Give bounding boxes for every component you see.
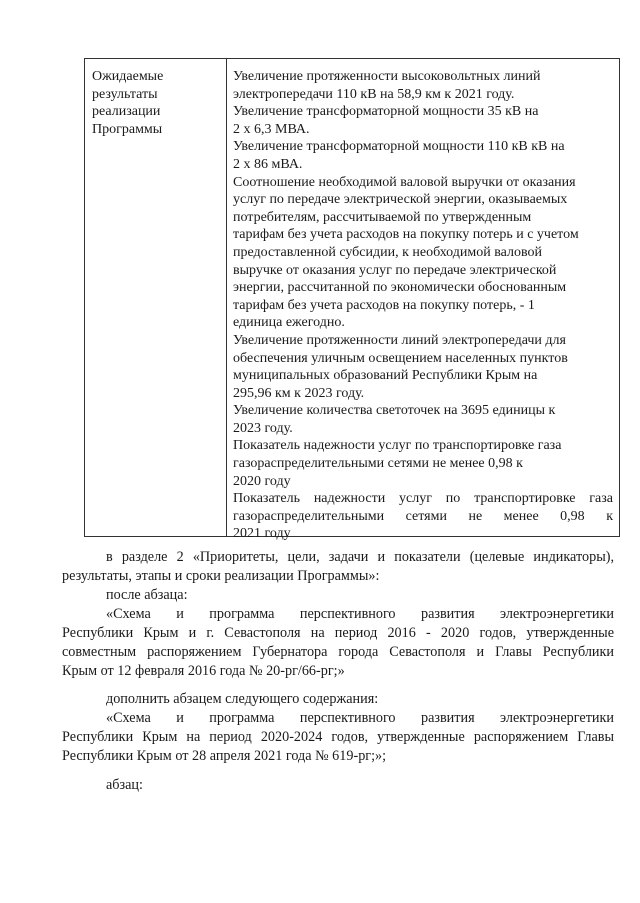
text-line: Республики Крым на период 2020-2024 годов, утвержденные распоряжением Главы — [62, 729, 614, 745]
paragraph-quote-new — [62, 709, 614, 766]
value-line: обеспечения уличным освещением населенных пунктов — [233, 350, 568, 366]
label-line: Ожидаемые — [92, 69, 164, 84]
value-line: услуг по передаче электрической энергии, оказываемых — [233, 192, 568, 208]
text-line: в разделе 2 «Приоритеты, цели, задачи и показатели (целевые индикаторы), — [106, 549, 614, 565]
value-line: 2 х 6,3 МВА. — [233, 121, 310, 137]
expected-results-label-cell — [92, 68, 220, 138]
value-line: Увеличение протяженности высоковольтных линий — [233, 69, 541, 84]
value-line: Соотношение необходимой валовой выручки от оказания — [233, 174, 576, 190]
paragraph-quote-old — [62, 605, 614, 681]
text-line: результаты, этапы и сроки реализации Программы»: — [62, 568, 380, 584]
text-line: «Схема и программа перспективного развития электроэнергетики — [106, 710, 614, 726]
value-line: потребителям, рассчитываемой по утвержденным — [233, 209, 532, 225]
label-line: результаты — [92, 86, 158, 102]
value-line: энергии, рассчитанной по экономически обоснованным — [233, 280, 567, 296]
value-line: муниципальных образований Республики Крым на — [233, 368, 538, 384]
program-table — [84, 58, 620, 542]
value-line: 2023 году. — [233, 420, 293, 436]
text-line: «Схема и программа перспективного развития электроэнергетики — [106, 606, 614, 622]
value-line: Увеличение протяженности линий электропередачи для — [233, 332, 566, 348]
value-line: Увеличение количества светоточек на 3695 единицы к — [233, 403, 556, 419]
text-line: Республики Крым и г. Севастополя на период 2016 - 2020 годов, утвержденные — [62, 625, 614, 641]
value-line: Показатель надежности услуг по транспортировке газа — [233, 491, 613, 507]
expected-results-value-cell — [233, 68, 613, 543]
text-line: совместным распоряжением Губернатора города Севастополя и Главы Республики — [62, 644, 614, 660]
value-line: выручке от оказания услуг по передаче электрической — [233, 262, 557, 278]
text-line: Крым от 12 февраля 2016 года № 20-рг/66-рг;» — [62, 663, 345, 679]
paragraph-supplement — [62, 690, 614, 709]
value-line: 2021 году — [233, 526, 291, 542]
text-line: после абзаца: — [106, 587, 188, 603]
value-line: газораспределительными сетями не менее 0,98 к — [233, 508, 613, 524]
value-line: 2 х 86 мВА. — [233, 156, 303, 172]
paragraph-abzac — [62, 776, 614, 795]
paragraph-after — [62, 586, 614, 605]
value-line: единица ежегодно. — [233, 315, 345, 331]
value-line: Показатель надежности услуг по транспортировке газа — [233, 438, 562, 454]
value-line: электропередачи 110 кВ на 58,9 км к 2021 году. — [233, 86, 515, 102]
paragraph-section-2 — [62, 548, 614, 586]
value-line: Увеличение трансформаторной мощности 110 кВ кВ на — [233, 139, 565, 155]
value-line: газораспределительными сетями не менее 0,98 к — [233, 456, 523, 472]
label-line: Программы — [92, 121, 163, 137]
value-line: Увеличение трансформаторной мощности 35 кВ на — [233, 104, 539, 120]
value-line: 295,96 км к 2023 году. — [233, 385, 365, 401]
text-line: Республики Крым от 28 апреля 2021 года № 619-рг;»; — [62, 748, 387, 764]
value-line: 2020 году — [233, 473, 291, 489]
value-line: тарифам без учета расходов на покупку потерь и с учетом — [233, 227, 579, 243]
value-line: предоставленной субсидии, к необходимой валовой — [233, 244, 542, 260]
label-line: реализации — [92, 104, 161, 120]
text-line: дополнить абзацем следующего содержания: — [106, 691, 379, 707]
column-divider — [226, 59, 227, 536]
text-line: абзац: — [106, 777, 143, 793]
value-line: тарифам без учета расходов на покупку потерь, - 1 — [233, 297, 535, 313]
